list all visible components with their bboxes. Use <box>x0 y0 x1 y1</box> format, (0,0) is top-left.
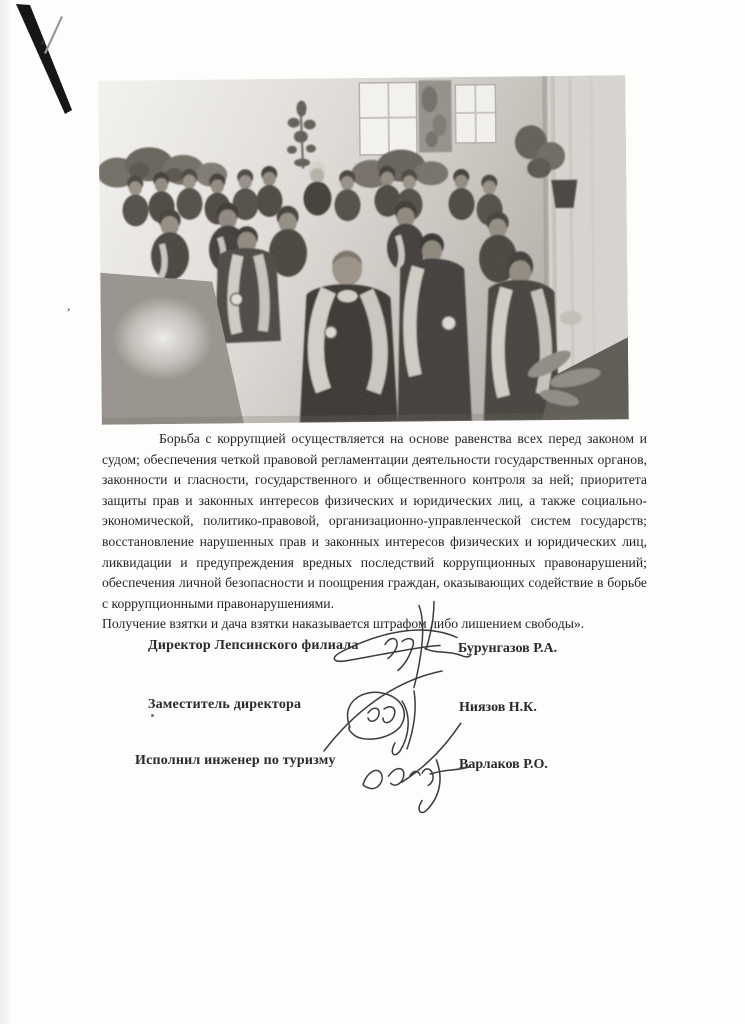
signer-title-deputy: Заместитель директора <box>148 697 302 712</box>
ink-speck <box>151 714 154 717</box>
scanner-edge-shade <box>0 0 12 1024</box>
signer-title-engineer: Исполнил инженер по туризму <box>135 753 336 768</box>
fold-wedge-artifact <box>0 0 95 130</box>
scan-corner-artifact <box>0 0 95 130</box>
closing-sentence: Получение взятки и дача взятки наказывается штрафом либо лишением свободы». <box>102 616 585 632</box>
signer-name-niyazov: Ниязов Н.К. <box>459 700 537 715</box>
signature-varlakov <box>355 721 477 815</box>
ink-dot-artifact <box>41 40 45 45</box>
body-paragraph: Борьба с коррупцией осуществляется на основе равенства всех перед законом и судом; обеспечения четкой правовой регламентации деятельности государственных органов, законности и гласности, государственного и общественного контроля за ней; приоритета защиты прав и законных интересов физических и юридических лиц, а также социально-экономической, политико-правовой, организационно-управленческой систем государств; восстановление нарушенных прав и законных интересов физических и юридических лиц, ликвидации и предупреждения вредных последствий коррупционных правонарушений; обеспечения личной безопасности и поощрения граждан, оказывающих содействие в борьбе с коррупционными правонарушениями. <box>102 431 647 611</box>
signer-name-burungazov: Бурунгазов Р.А. <box>458 641 558 656</box>
meeting-photograph <box>98 75 629 424</box>
photo-illustration <box>98 75 629 424</box>
signer-title-director: Директор Лепсинского филиала <box>148 638 359 653</box>
signer-name-varlakov: Варлаков Р.О. <box>459 757 548 772</box>
stray-ink-mark: ʼ <box>65 304 72 321</box>
